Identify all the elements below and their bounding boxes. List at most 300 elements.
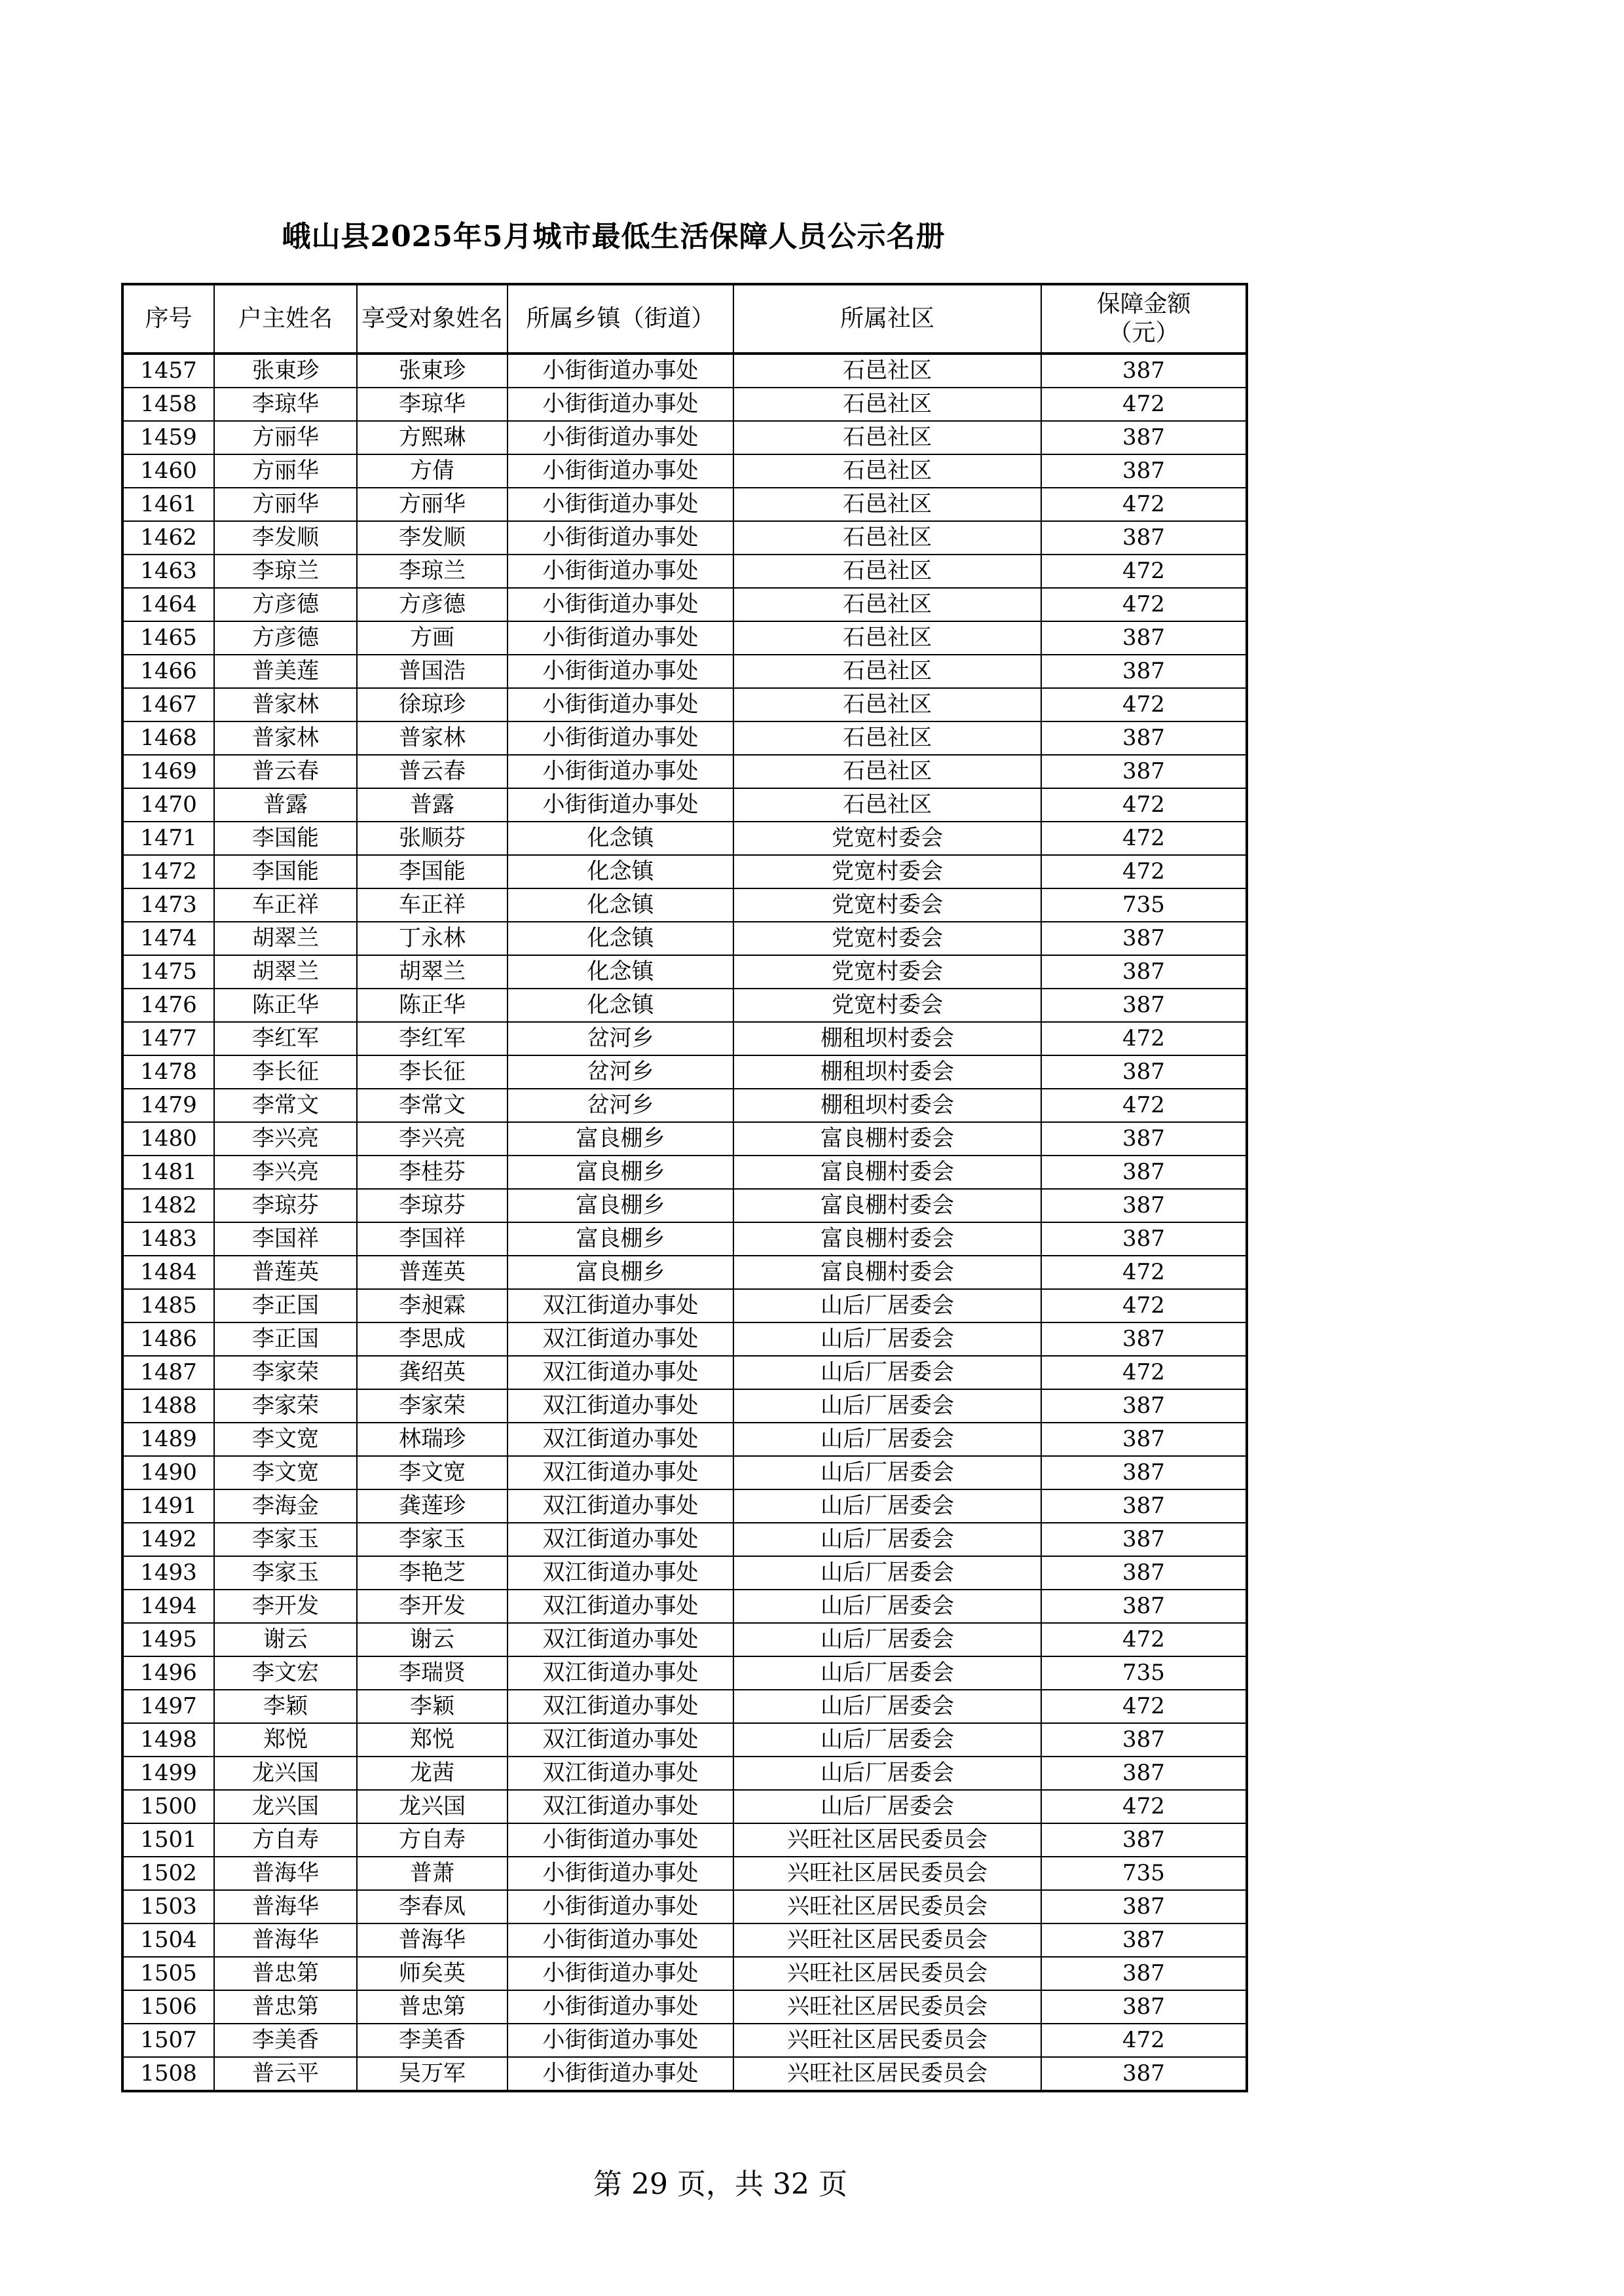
seq-cell: 1495 xyxy=(122,1623,214,1656)
table-row xyxy=(122,1222,1247,1256)
seq-cell: 1458 xyxy=(122,388,214,421)
household-head-cell: 李兴亮 xyxy=(214,1122,357,1156)
community-cell: 党宽村委会 xyxy=(733,822,1041,855)
beneficiary-cell: 李艳芝 xyxy=(357,1556,507,1590)
seq-cell: 1466 xyxy=(122,655,214,688)
table-row xyxy=(122,721,1247,755)
seq-cell: 1464 xyxy=(122,588,214,621)
township-cell: 小街街道办事处 xyxy=(507,1890,733,1923)
beneficiary-cell: 胡翠兰 xyxy=(357,955,507,989)
table-row xyxy=(122,1089,1247,1122)
table-row xyxy=(122,1022,1247,1055)
community-cell: 山后厂居委会 xyxy=(733,1690,1041,1723)
community-cell: 富良棚村委会 xyxy=(733,1256,1041,1289)
household-head-cell: 李长征 xyxy=(214,1055,357,1089)
township-cell: 小街街道办事处 xyxy=(507,788,733,822)
table-row xyxy=(122,354,1247,388)
seq-cell: 1494 xyxy=(122,1590,214,1623)
household-head-cell: 张東珍 xyxy=(214,354,357,388)
beneficiary-cell: 普萧 xyxy=(357,1857,507,1890)
amount-cell: 387 xyxy=(1041,1823,1247,1857)
beneficiary-cell: 李思成 xyxy=(357,1322,507,1356)
township-cell: 化念镇 xyxy=(507,955,733,989)
seq-cell: 1477 xyxy=(122,1022,214,1055)
beneficiary-cell: 李国祥 xyxy=(357,1222,507,1256)
seq-cell: 1475 xyxy=(122,955,214,989)
beneficiary-cell: 普忠第 xyxy=(357,1990,507,2024)
amount-cell: 472 xyxy=(1041,555,1247,588)
table-row xyxy=(122,1823,1247,1857)
community-cell: 富良棚村委会 xyxy=(733,1222,1041,1256)
table-row xyxy=(122,1322,1247,1356)
township-cell: 双江街道办事处 xyxy=(507,1489,733,1523)
table-row xyxy=(122,1389,1247,1423)
amount-cell: 387 xyxy=(1041,354,1247,388)
household-head-cell: 普海华 xyxy=(214,1923,357,1957)
household-head-cell: 普美莲 xyxy=(214,655,357,688)
table-row xyxy=(122,1356,1247,1389)
table-row xyxy=(122,555,1247,588)
amount-cell: 472 xyxy=(1041,488,1247,521)
table-row xyxy=(122,421,1247,454)
household-head-cell: 方丽华 xyxy=(214,454,357,488)
household-head-cell: 普莲英 xyxy=(214,1256,357,1289)
beneficiary-cell: 普莲英 xyxy=(357,1256,507,1289)
seq-cell: 1461 xyxy=(122,488,214,521)
household-head-cell: 郑悦 xyxy=(214,1723,357,1757)
township-cell: 富良棚乡 xyxy=(507,1122,733,1156)
community-cell: 石邑社区 xyxy=(733,755,1041,788)
community-cell: 山后厂居委会 xyxy=(733,1523,1041,1556)
township-cell: 岔河乡 xyxy=(507,1022,733,1055)
township-cell: 小街街道办事处 xyxy=(507,588,733,621)
seq-cell: 1462 xyxy=(122,521,214,555)
table-row xyxy=(122,888,1247,922)
amount-cell: 387 xyxy=(1041,421,1247,454)
community-cell: 山后厂居委会 xyxy=(733,1556,1041,1590)
household-head-cell: 李正国 xyxy=(214,1289,357,1322)
township-cell: 小街街道办事处 xyxy=(507,454,733,488)
seq-cell: 1473 xyxy=(122,888,214,922)
amount-cell: 387 xyxy=(1041,655,1247,688)
household-head-cell: 李常文 xyxy=(214,1089,357,1122)
table-row xyxy=(122,1857,1247,1890)
table-row xyxy=(122,1890,1247,1923)
household-head-cell: 普云平 xyxy=(214,2057,357,2091)
table-row xyxy=(122,1523,1247,1556)
amount-cell: 472 xyxy=(1041,855,1247,888)
township-cell: 小街街道办事处 xyxy=(507,1857,733,1890)
beneficiary-cell: 普露 xyxy=(357,788,507,822)
beneficiary-cell: 张顺芬 xyxy=(357,822,507,855)
township-cell: 富良棚乡 xyxy=(507,1256,733,1289)
beneficiary-cell: 李文宽 xyxy=(357,1456,507,1489)
beneficiary-cell: 李瑞贤 xyxy=(357,1656,507,1690)
township-cell: 双江街道办事处 xyxy=(507,1456,733,1489)
community-cell: 山后厂居委会 xyxy=(733,1322,1041,1356)
community-cell: 石邑社区 xyxy=(733,388,1041,421)
household-head-cell: 李国祥 xyxy=(214,1222,357,1256)
township-cell: 小街街道办事处 xyxy=(507,421,733,454)
amount-cell: 387 xyxy=(1041,1456,1247,1489)
community-cell: 山后厂居委会 xyxy=(733,1423,1041,1456)
township-cell: 双江街道办事处 xyxy=(507,1757,733,1790)
header-amount xyxy=(1041,284,1247,354)
table-row xyxy=(122,955,1247,989)
household-head-cell: 龙兴国 xyxy=(214,1757,357,1790)
beneficiary-cell: 陈正华 xyxy=(357,989,507,1022)
amount-cell: 472 xyxy=(1041,1623,1247,1656)
household-head-cell: 李发顺 xyxy=(214,521,357,555)
seq-cell: 1501 xyxy=(122,1823,214,1857)
household-head-cell: 李文宏 xyxy=(214,1656,357,1690)
community-cell: 兴旺社区居民委员会 xyxy=(733,1923,1041,1957)
household-head-cell: 李琼华 xyxy=(214,388,357,421)
household-head-cell: 普忠第 xyxy=(214,1957,357,1990)
household-head-cell: 李兴亮 xyxy=(214,1156,357,1189)
township-cell: 小街街道办事处 xyxy=(507,388,733,421)
seq-cell: 1487 xyxy=(122,1356,214,1389)
amount-cell: 387 xyxy=(1041,721,1247,755)
seq-cell: 1484 xyxy=(122,1256,214,1289)
seq-cell: 1479 xyxy=(122,1089,214,1122)
beneficiary-cell: 徐琼珍 xyxy=(357,688,507,721)
community-cell: 石邑社区 xyxy=(733,655,1041,688)
seq-cell: 1467 xyxy=(122,688,214,721)
table-row xyxy=(122,1757,1247,1790)
beneficiary-cell: 方丽华 xyxy=(357,488,507,521)
township-cell: 双江街道办事处 xyxy=(507,1690,733,1723)
township-cell: 双江街道办事处 xyxy=(507,1322,733,1356)
amount-cell: 472 xyxy=(1041,388,1247,421)
page-number: 第 29 页，共 32 页 xyxy=(593,2168,847,2201)
seq-cell: 1486 xyxy=(122,1322,214,1356)
township-cell: 双江街道办事处 xyxy=(507,1523,733,1556)
table-row xyxy=(122,788,1247,822)
household-head-cell: 李美香 xyxy=(214,2024,357,2057)
seq-cell: 1471 xyxy=(122,822,214,855)
seq-cell: 1492 xyxy=(122,1523,214,1556)
seq-cell: 1474 xyxy=(122,922,214,955)
header-community: 所属社区 xyxy=(733,284,1041,354)
community-cell: 石邑社区 xyxy=(733,354,1041,388)
amount-cell: 387 xyxy=(1041,1590,1247,1623)
table-row xyxy=(122,521,1247,555)
beneficiary-cell: 龙兴国 xyxy=(357,1790,507,1823)
household-head-cell: 普海华 xyxy=(214,1857,357,1890)
township-cell: 小街街道办事处 xyxy=(507,1990,733,2024)
township-cell: 富良棚乡 xyxy=(507,1189,733,1222)
table-row xyxy=(122,1656,1247,1690)
seq-cell: 1491 xyxy=(122,1489,214,1523)
amount-cell: 735 xyxy=(1041,1656,1247,1690)
beneficiary-cell: 方彦德 xyxy=(357,588,507,621)
amount-cell: 387 xyxy=(1041,955,1247,989)
community-cell: 石邑社区 xyxy=(733,521,1041,555)
seq-cell: 1507 xyxy=(122,2024,214,2057)
community-cell: 石邑社区 xyxy=(733,555,1041,588)
household-head-cell: 龙兴国 xyxy=(214,1790,357,1823)
amount-cell: 387 xyxy=(1041,1957,1247,1990)
table-row xyxy=(122,922,1247,955)
township-cell: 小街街道办事处 xyxy=(507,521,733,555)
amount-cell: 472 xyxy=(1041,588,1247,621)
beneficiary-cell: 李琼华 xyxy=(357,388,507,421)
household-head-cell: 李文宽 xyxy=(214,1423,357,1456)
community-cell: 石邑社区 xyxy=(733,454,1041,488)
seq-cell: 1482 xyxy=(122,1189,214,1222)
community-cell: 山后厂居委会 xyxy=(733,1623,1041,1656)
household-head-cell: 李开发 xyxy=(214,1590,357,1623)
table-row xyxy=(122,1156,1247,1189)
township-cell: 小街街道办事处 xyxy=(507,721,733,755)
table-row xyxy=(122,488,1247,521)
community-cell: 石邑社区 xyxy=(733,788,1041,822)
township-cell: 化念镇 xyxy=(507,989,733,1022)
community-cell: 富良棚村委会 xyxy=(733,1189,1041,1222)
beneficiary-cell: 李开发 xyxy=(357,1590,507,1623)
seq-cell: 1500 xyxy=(122,1790,214,1823)
header-seq: 序号 xyxy=(122,284,214,354)
seq-cell: 1485 xyxy=(122,1289,214,1322)
table-row xyxy=(122,1990,1247,2024)
household-head-cell: 李正国 xyxy=(214,1322,357,1356)
township-cell: 化念镇 xyxy=(507,888,733,922)
community-cell: 棚租坝村委会 xyxy=(733,1055,1041,1089)
household-head-cell: 李红军 xyxy=(214,1022,357,1055)
beneficiary-cell: 林瑞珍 xyxy=(357,1423,507,1456)
table-row xyxy=(122,688,1247,721)
household-head-cell: 普露 xyxy=(214,788,357,822)
household-head-cell: 李国能 xyxy=(214,822,357,855)
amount-cell: 387 xyxy=(1041,2057,1247,2091)
beneficiary-cell: 李琼芬 xyxy=(357,1189,507,1222)
amount-cell: 387 xyxy=(1041,922,1247,955)
table-row xyxy=(122,1690,1247,1723)
beneficiary-cell: 谢云 xyxy=(357,1623,507,1656)
seq-cell: 1465 xyxy=(122,621,214,655)
seq-cell: 1508 xyxy=(122,2057,214,2091)
table-row xyxy=(122,388,1247,421)
community-cell: 兴旺社区居民委员会 xyxy=(733,2057,1041,2091)
seq-cell: 1490 xyxy=(122,1456,214,1489)
amount-cell: 472 xyxy=(1041,1256,1247,1289)
table-row xyxy=(122,1122,1247,1156)
amount-cell: 387 xyxy=(1041,1990,1247,2024)
township-cell: 双江街道办事处 xyxy=(507,1656,733,1690)
header-beneficiary: 享受对象姓名 xyxy=(357,284,507,354)
beneficiary-cell: 李琼兰 xyxy=(357,555,507,588)
seq-cell: 1483 xyxy=(122,1222,214,1256)
township-cell: 小街街道办事处 xyxy=(507,1923,733,1957)
table-row xyxy=(122,1189,1247,1222)
page-footer xyxy=(0,2160,1624,2202)
township-cell: 双江街道办事处 xyxy=(507,1289,733,1322)
table-row xyxy=(122,1623,1247,1656)
community-cell: 山后厂居委会 xyxy=(733,1757,1041,1790)
amount-cell: 387 xyxy=(1041,1423,1247,1456)
community-cell: 山后厂居委会 xyxy=(733,1656,1041,1690)
community-cell: 党宽村委会 xyxy=(733,955,1041,989)
household-head-cell: 车正祥 xyxy=(214,888,357,922)
table-row xyxy=(122,1790,1247,1823)
community-cell: 石邑社区 xyxy=(733,421,1041,454)
township-cell: 小街街道办事处 xyxy=(507,1823,733,1857)
beneficiary-cell: 李常文 xyxy=(357,1089,507,1122)
community-cell: 棚租坝村委会 xyxy=(733,1089,1041,1122)
township-cell: 岔河乡 xyxy=(507,1089,733,1122)
beneficiary-cell: 方熙琳 xyxy=(357,421,507,454)
seq-cell: 1493 xyxy=(122,1556,214,1590)
table-row xyxy=(122,855,1247,888)
household-head-cell: 李文宽 xyxy=(214,1456,357,1489)
township-cell: 双江街道办事处 xyxy=(507,1389,733,1423)
township-cell: 化念镇 xyxy=(507,922,733,955)
household-head-cell: 普家林 xyxy=(214,721,357,755)
household-head-cell: 李家荣 xyxy=(214,1356,357,1389)
community-cell: 山后厂居委会 xyxy=(733,1723,1041,1757)
table-row xyxy=(122,1923,1247,1957)
header-row xyxy=(122,284,1247,354)
household-head-cell: 李琼兰 xyxy=(214,555,357,588)
amount-cell: 387 xyxy=(1041,1890,1247,1923)
household-head-cell: 普海华 xyxy=(214,1890,357,1923)
header-household-head: 户主姓名 xyxy=(214,284,357,354)
beneficiary-cell: 李昶霖 xyxy=(357,1289,507,1322)
township-cell: 小街街道办事处 xyxy=(507,655,733,688)
amount-cell: 472 xyxy=(1041,1022,1247,1055)
table-row xyxy=(122,1256,1247,1289)
amount-cell: 387 xyxy=(1041,1055,1247,1089)
community-cell: 山后厂居委会 xyxy=(733,1590,1041,1623)
beneficiary-cell: 李春凤 xyxy=(357,1890,507,1923)
township-cell: 富良棚乡 xyxy=(507,1222,733,1256)
community-cell: 党宽村委会 xyxy=(733,888,1041,922)
beneficiary-cell: 师矣英 xyxy=(357,1957,507,1990)
household-head-cell: 李海金 xyxy=(214,1489,357,1523)
township-cell: 小街街道办事处 xyxy=(507,2057,733,2091)
community-cell: 山后厂居委会 xyxy=(733,1790,1041,1823)
township-cell: 双江街道办事处 xyxy=(507,1423,733,1456)
amount-cell: 387 xyxy=(1041,621,1247,655)
household-head-cell: 李颖 xyxy=(214,1690,357,1723)
beneficiary-cell: 李长征 xyxy=(357,1055,507,1089)
beneficiary-cell: 方画 xyxy=(357,621,507,655)
beneficiary-cell: 方倩 xyxy=(357,454,507,488)
township-cell: 岔河乡 xyxy=(507,1055,733,1089)
amount-cell: 387 xyxy=(1041,1523,1247,1556)
amount-cell: 472 xyxy=(1041,1356,1247,1389)
seq-cell: 1499 xyxy=(122,1757,214,1790)
beneficiary-cell: 李国能 xyxy=(357,855,507,888)
amount-cell: 387 xyxy=(1041,1723,1247,1757)
township-cell: 小街街道办事处 xyxy=(507,688,733,721)
amount-cell: 387 xyxy=(1041,1556,1247,1590)
beneficiary-cell: 李红军 xyxy=(357,1022,507,1055)
community-cell: 石邑社区 xyxy=(733,688,1041,721)
beneficiary-cell: 车正祥 xyxy=(357,888,507,922)
township-cell: 双江街道办事处 xyxy=(507,1623,733,1656)
seq-cell: 1503 xyxy=(122,1890,214,1923)
township-cell: 化念镇 xyxy=(507,822,733,855)
community-cell: 山后厂居委会 xyxy=(733,1456,1041,1489)
beneficiary-cell: 普国浩 xyxy=(357,655,507,688)
community-cell: 石邑社区 xyxy=(733,588,1041,621)
page-title-text: 峨山县2025年5月城市最低生活保障人员公示名册 xyxy=(282,220,946,253)
community-cell: 石邑社区 xyxy=(733,488,1041,521)
seq-cell: 1470 xyxy=(122,788,214,822)
beneficiary-cell: 郑悦 xyxy=(357,1723,507,1757)
community-cell: 山后厂居委会 xyxy=(733,1489,1041,1523)
household-head-cell: 谢云 xyxy=(214,1623,357,1656)
community-cell: 党宽村委会 xyxy=(733,855,1041,888)
seq-cell: 1504 xyxy=(122,1923,214,1957)
table-row xyxy=(122,454,1247,488)
table-row xyxy=(122,1456,1247,1489)
seq-cell: 1459 xyxy=(122,421,214,454)
community-cell: 石邑社区 xyxy=(733,621,1041,655)
household-head-cell: 方自寿 xyxy=(214,1823,357,1857)
header-township: 所属乡镇（街道） xyxy=(507,284,733,354)
township-cell: 双江街道办事处 xyxy=(507,1356,733,1389)
beneficiary-cell: 李家荣 xyxy=(357,1389,507,1423)
community-cell: 兴旺社区居民委员会 xyxy=(733,2024,1041,2057)
township-cell: 双江街道办事处 xyxy=(507,1723,733,1757)
table-row xyxy=(122,1957,1247,1990)
amount-cell: 472 xyxy=(1041,1690,1247,1723)
seq-cell: 1488 xyxy=(122,1389,214,1423)
household-head-cell: 普家林 xyxy=(214,688,357,721)
amount-cell: 735 xyxy=(1041,1857,1247,1890)
seq-cell: 1463 xyxy=(122,555,214,588)
amount-cell: 472 xyxy=(1041,1089,1247,1122)
household-head-cell: 胡翠兰 xyxy=(214,955,357,989)
household-head-cell: 普云春 xyxy=(214,755,357,788)
amount-cell: 387 xyxy=(1041,989,1247,1022)
seq-cell: 1468 xyxy=(122,721,214,755)
amount-cell: 387 xyxy=(1041,1389,1247,1423)
seq-cell: 1505 xyxy=(122,1957,214,1990)
community-cell: 山后厂居委会 xyxy=(733,1356,1041,1389)
table-row xyxy=(122,1723,1247,1757)
seq-cell: 1457 xyxy=(122,354,214,388)
beneficiary-cell: 方自寿 xyxy=(357,1823,507,1857)
seq-cell: 1460 xyxy=(122,454,214,488)
amount-cell: 472 xyxy=(1041,822,1247,855)
township-cell: 小街街道办事处 xyxy=(507,755,733,788)
beneficiary-cell: 李美香 xyxy=(357,2024,507,2057)
seq-cell: 1498 xyxy=(122,1723,214,1757)
amount-cell: 472 xyxy=(1041,788,1247,822)
household-head-cell: 李琼芬 xyxy=(214,1189,357,1222)
household-head-cell: 方丽华 xyxy=(214,421,357,454)
township-cell: 双江街道办事处 xyxy=(507,1590,733,1623)
community-cell: 棚租坝村委会 xyxy=(733,1022,1041,1055)
table-row xyxy=(122,2057,1247,2091)
seq-cell: 1472 xyxy=(122,855,214,888)
table-row xyxy=(122,1489,1247,1523)
table-row xyxy=(122,755,1247,788)
amount-cell: 387 xyxy=(1041,1222,1247,1256)
amount-cell: 387 xyxy=(1041,1122,1247,1156)
table-row xyxy=(122,1423,1247,1456)
seq-cell: 1478 xyxy=(122,1055,214,1089)
community-cell: 山后厂居委会 xyxy=(733,1289,1041,1322)
roster-table xyxy=(121,283,1248,2092)
seq-cell: 1502 xyxy=(122,1857,214,1890)
community-cell: 兴旺社区居民委员会 xyxy=(733,1823,1041,1857)
table-row xyxy=(122,989,1247,1022)
